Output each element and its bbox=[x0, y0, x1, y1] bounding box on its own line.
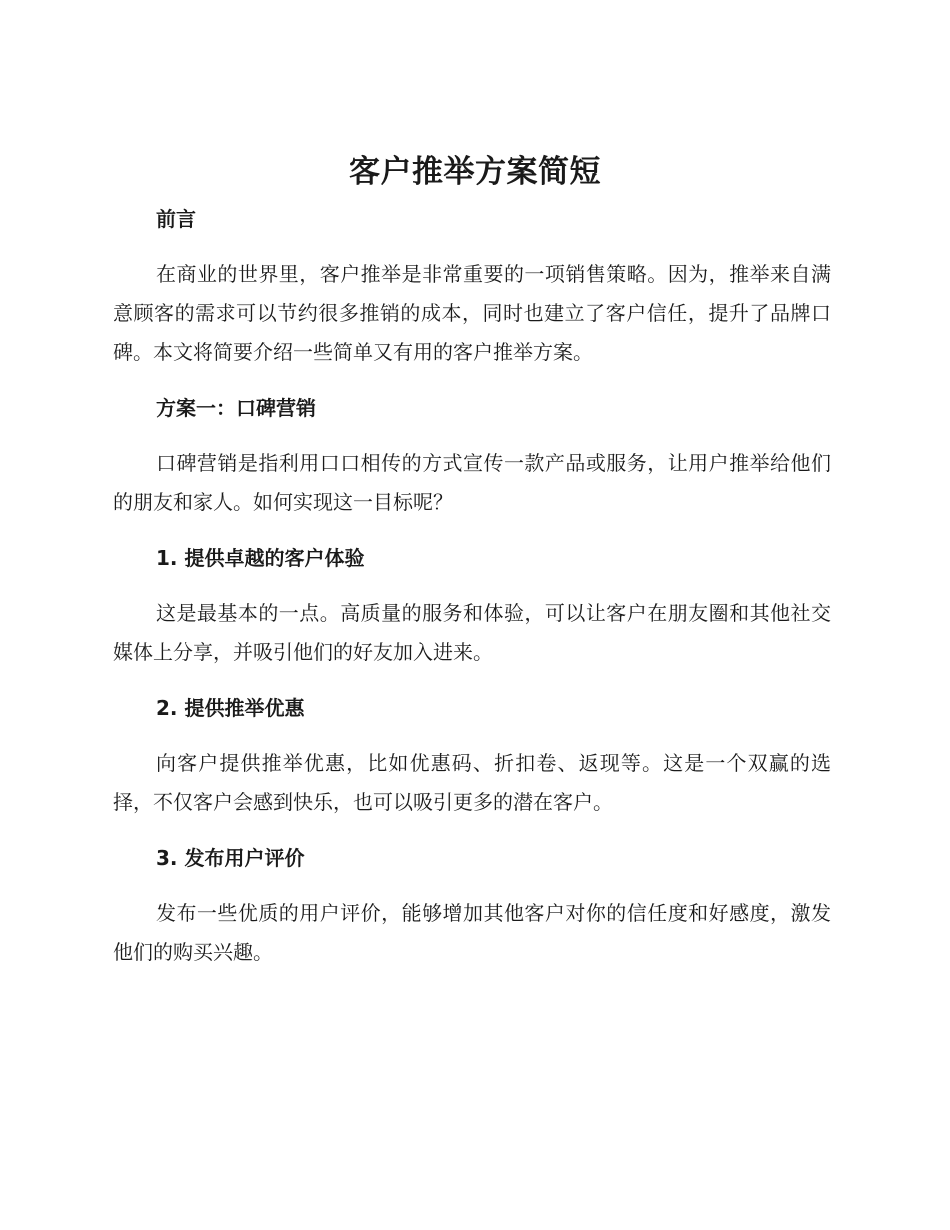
section-paragraph-plan-one: 口碑营销是指利用口口相传的方式宣传一款产品或服务，让用户推举给他们的朋友和家人。如何实现这一目标呢？ bbox=[113, 451, 831, 514]
section-heading-plan-one: 方案一：口碑营销 bbox=[156, 396, 316, 420]
section-heading-customer-experience: 1. 提供卓越的客户体验 bbox=[156, 546, 365, 570]
section-heading-user-reviews: 3. 发布用户评价 bbox=[156, 846, 305, 870]
section-paragraph-preface: 在商业的世界里，客户推举是非常重要的一项销售策略。因为，推举来自满意顾客的需求可以节约很多推销的成本，同时也建立了客户信任，提升了品牌口碑。本文将简要介绍一些简单又有用的客户推举方案。 bbox=[113, 262, 831, 364]
section-paragraph-customer-experience: 这是最基本的一点。高质量的服务和体验，可以让客户在朋友圈和其他社交媒体上分享，并吸引他们的好友加入进来。 bbox=[113, 601, 831, 664]
document-body bbox=[113, 202, 831, 972]
section-paragraph-user-reviews: 发布一些优质的用户评价，能够增加其他客户对你的信任度和好感度，激发他们的购买兴趣。 bbox=[113, 901, 831, 964]
document-title: 客户推举方案简短 bbox=[349, 154, 601, 190]
section-paragraph-referral-offers: 向客户提供推举优惠，比如优惠码、折扣卷、返现等。这是一个双赢的选择，不仅客户会感到快乐，也可以吸引更多的潜在客户。 bbox=[113, 751, 831, 814]
section-heading-preface: 前言 bbox=[156, 207, 196, 231]
section-heading-referral-offers: 2. 提供推举优惠 bbox=[156, 696, 305, 720]
